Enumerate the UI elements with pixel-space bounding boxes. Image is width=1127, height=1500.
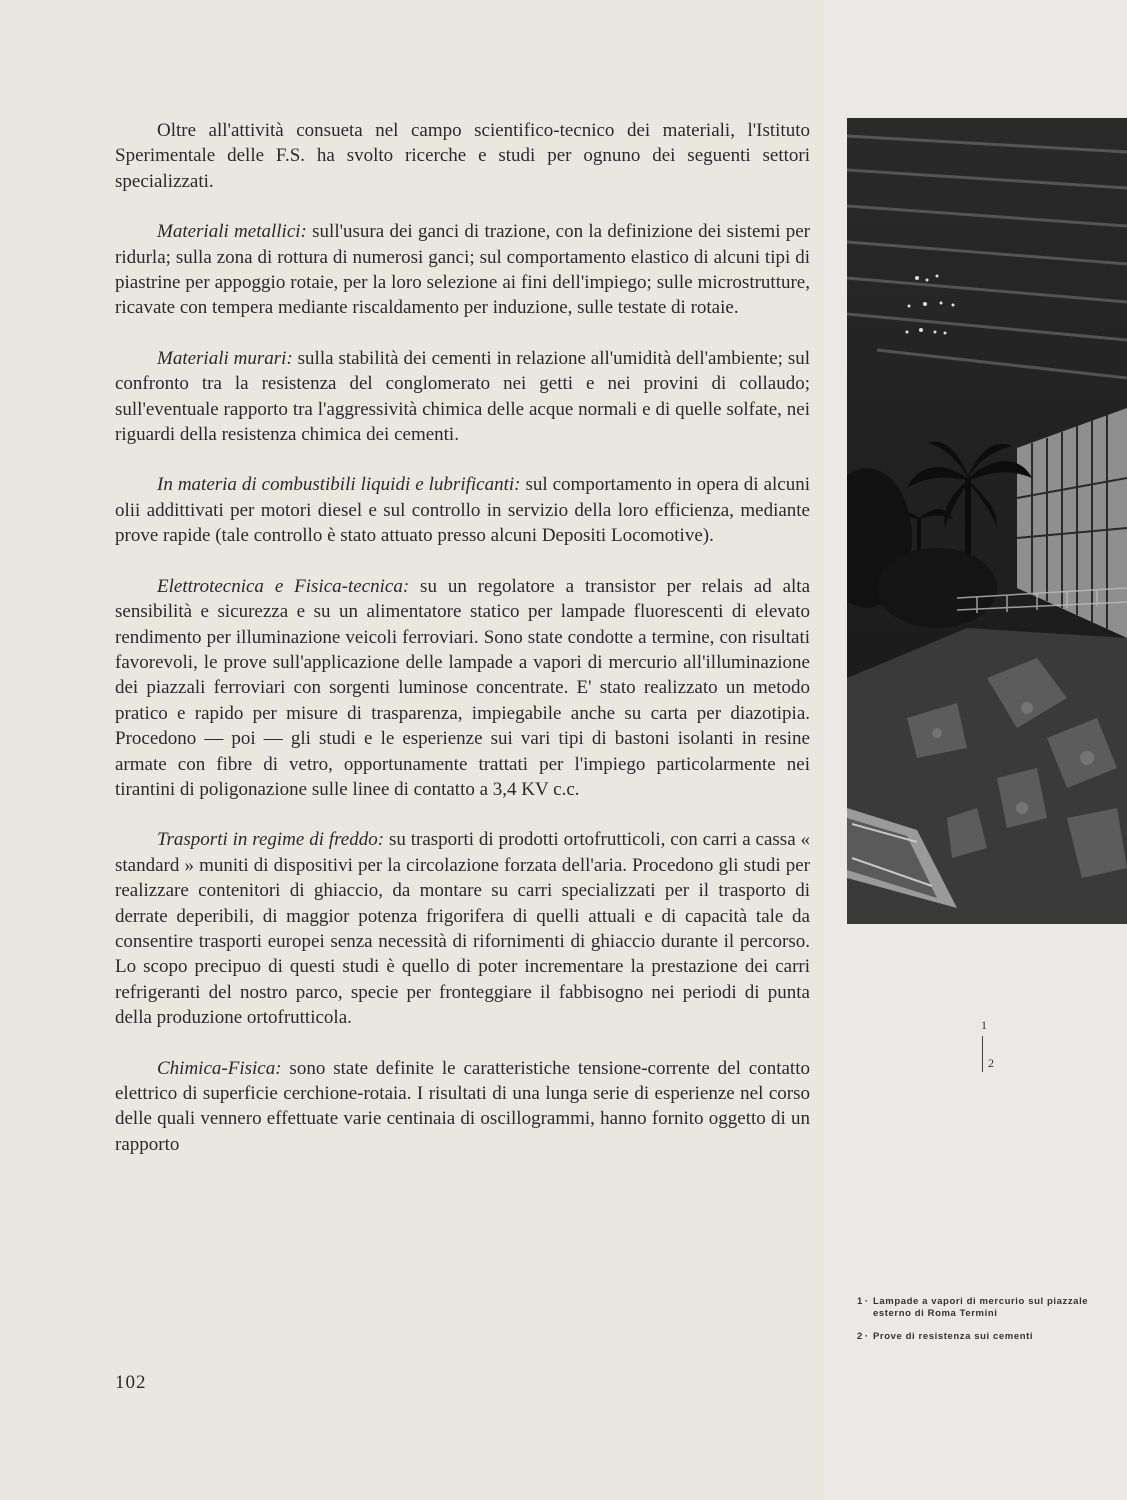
section-elettrotecnica	[115, 574, 810, 803]
section-text: su trasporti di prodotti ortofrutticoli, con carri a cassa « standard » muniti di dispositivi per la circolazione forzata dell'aria. Procedono gli studi per realizzare contenitori di ghiaccio, da montare su carri specializzati per il trasporto di derrate deperibili, di maggior potenza frigorifera di quelli attuali e di capacità tale da consentire trasporti europei senza necessità di rifornimenti di ghiaccio durante il percorso. Lo scopo precipuo di questi studi è quello di poter incrementare la prestazione dei carri refrigeranti del nostro parco, specie per fronteggiare il fabbisogno nei periodi di punta della produzione ortofrutticola.	[115, 829, 810, 1029]
section-heading: Materiali metallici:	[157, 221, 307, 243]
section-heading: Chimica-Fisica:	[157, 1057, 282, 1079]
figure-1-photo	[847, 118, 1127, 924]
figure-label-2: 2	[988, 1056, 994, 1070]
station-night-photo	[847, 118, 1127, 924]
caption-figure-1	[857, 1296, 1125, 1320]
section-heading: In materia di combustibili liquidi e lubrificanti:	[157, 474, 521, 496]
section-text: su un regolatore a transistor per relais ad alta sensibilità e sicurezza e su un alimentatore statico per lampade fluorescenti di elevato rendimento per illuminazione veicoli ferroviari. Sono state condotte a termine, con risultati favorevoli, le prove sull'applicazione delle lampade a vapori di mercurio all'illuminazione dei piazzali ferroviari con sorgenti luminose concentrate. E' stato realizzato un metodo pratico e rapido per misure di trasparenza, impiegabile anche su carta per diazotipia. Procedono — poi — gli studi e le esperienze sui vari tipi di bastoni isolanti in resine armate con fibre di vetro, opportunamente trattati per l'impiego particolarmente nei tirantini di poligonazione sulle linee di contatto a 3,4 KV c.c.	[115, 575, 811, 800]
caption-figure-2	[857, 1331, 1125, 1343]
figure-divider	[982, 1036, 983, 1072]
page-number: 102	[115, 1372, 147, 1393]
section-trasporti-freddo	[115, 827, 810, 1030]
caption-number: 1 ·	[857, 1296, 869, 1307]
section-heading: Materiali murari:	[157, 347, 293, 369]
section-text: sull'usura dei ganci di trazione, con la definizione dei sistemi per ridurla; sulla zona di rottura di numerosi ganci; sul comportamento elastico di alcuni tipi di piastrine per appoggio rotaie, per la loro selezione ai fini dell'impiego; sulle microstrutture, ricavate con tempera mediante riscaldamento per induzione, sulle testate di rotaie.	[115, 221, 811, 319]
section-materiali-murari	[115, 346, 810, 448]
caption-number: 2 ·	[857, 1331, 869, 1342]
section-materiali-metallici	[115, 219, 810, 321]
section-text: sul comportamento in opera di alcuni olii addittivati per motori diesel e sul controllo in servizio della loro efficienza, mediante prove rapide (tale controllo è stato attuato presso alcuni Depositi Locomotive).	[115, 474, 810, 547]
section-heading: Trasporti in regime di freddo:	[157, 829, 385, 851]
figure-label-1: 1	[981, 1018, 987, 1032]
section-text: sulla stabilità dei cementi in relazione all'umidità dell'ambiente; sul confronto tra la resistenza del conglomerato nei getti e nei provini di collaudo; sull'eventuale rapporto tra l'aggressività chimica delle acque normali e di quelle solfate, nei riguardi della resistenza chimica dei cementi.	[115, 347, 811, 446]
intro-paragraph: Oltre all'attività consueta nel campo scientifico-tecnico dei materiali, l'Istituto Sperimentale delle F.S. ha svolto ricerche e studi per ognuno dei seguenti settori specializzati.	[115, 120, 810, 192]
caption-text: Lampade a vapori di mercurio sul piazzale esterno di Roma Termini	[873, 1296, 1089, 1319]
section-combustibili	[115, 472, 810, 548]
section-heading: Elettrotecnica e Fisica-tecnica:	[157, 575, 410, 597]
main-text-column	[115, 118, 810, 1182]
section-text: sono state definite le caratteristiche tensione-corrente del contatto elettrico di superficie cerchione-rotaia. I risultati di una lunga serie di esperienze nel corso delle quali vennero effettuate varie centinaia di oscillogrammi, hanno fornito oggetto di un rapporto	[115, 1057, 810, 1155]
section-chimica-fisica	[115, 1056, 810, 1158]
caption-text: Prove di resistenza sui cementi	[873, 1331, 1034, 1342]
